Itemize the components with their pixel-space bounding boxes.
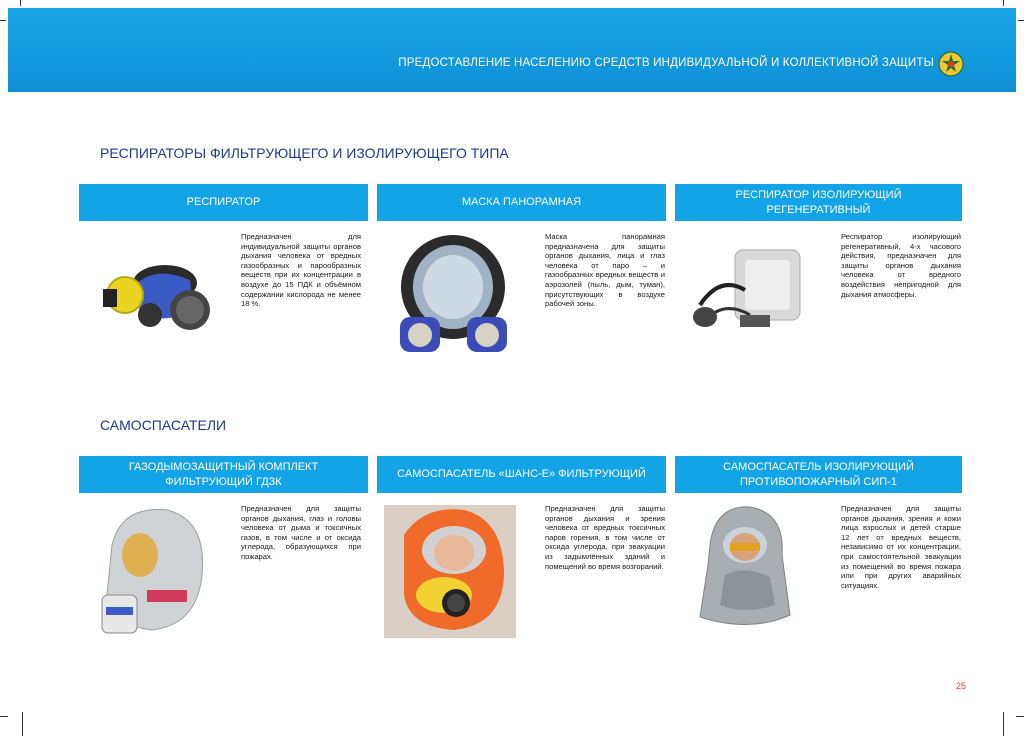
card-title-line1: РЕСПИРАТОР ИЗОЛИРУЮЩИЙ <box>735 188 902 201</box>
isolating-respirator-image <box>690 245 815 340</box>
card-title-line1: САМОСПАСАТЕЛЬ ИЗОЛИРУЮЩИЙ <box>723 460 914 473</box>
card-header-sip-1 <box>675 456 962 493</box>
crop-mark <box>20 0 21 6</box>
section-title-respirators: РЕСПИРАТОРЫ ФИЛЬТРУЮЩЕГО И ИЗОЛИРУЮЩЕГО ТИПА <box>100 145 509 161</box>
page-number: 25 <box>956 681 967 691</box>
panoramic-mask-image <box>385 232 520 360</box>
card-description: Маска панорамная предназначена для защиты органов дыхания, лица и глаз человека от паро – и газообразных вредных веществ и аэрозолей (пыль, дым, туман), присутствующих в воздухе рабочей зоны. <box>545 232 665 309</box>
card-description: Предназначен для защиты органов дыхания, зрения и кожи лица взрослых и детей старше 12 лет от вредных веществ, независимо от их концентрации, при самостоятельной эвакуации из помещений во время пожара или при других аварийных ситуациях. <box>841 504 961 590</box>
header-banner <box>8 8 1016 92</box>
crop-mark <box>1016 716 1024 717</box>
card-description: Предназначен для индивидуальной защиты органов дыхания человека от вредных газообразных и парообразных веществ при их концентрации в воздухе до 15 ПДК и объёмном содержании кислорода не менее 18 %. <box>241 232 361 309</box>
respirator-image <box>95 255 215 335</box>
crop-mark <box>1018 20 1024 21</box>
card-title-line1: ГАЗОДЫМОЗАЩИТНЫЙ КОМПЛЕКТ <box>128 460 319 473</box>
sip-1-hood-image <box>690 505 800 635</box>
banner-title: ПРЕДОСТАВЛЕНИЕ НАСЕЛЕНИЮ СРЕДСТВ ИНДИВИДУАЛЬНОЙ И КОЛЛЕКТИВНОЙ ЗАЩИТЫ <box>398 57 934 69</box>
crop-mark <box>1003 0 1004 6</box>
section-title-self-rescuers: САМОСПАСАТЕЛИ <box>100 417 227 433</box>
card-title-line2: ФИЛЬТРУЮЩИЙ ГДЗК <box>165 475 282 488</box>
crop-mark <box>22 712 23 736</box>
gdzk-hood-image <box>92 505 217 640</box>
card-title-line2: РЕГЕНЕРАТИВНЫЙ <box>766 203 871 216</box>
emergency-emblem-icon <box>938 51 964 77</box>
card-header-gdzk <box>79 456 368 493</box>
card-title: МАСКА ПАНОРАМНАЯ <box>461 196 582 208</box>
card-title-line2: ПРОТИВОПОЖАРНЫЙ СИП-1 <box>740 475 897 488</box>
shans-e-hood-image <box>384 505 516 638</box>
card-title: САМОСПАСАТЕЛЬ «ШАНС-Е» ФИЛЬТРУЮЩИЙ <box>397 468 646 480</box>
card-header-respirator <box>79 184 368 221</box>
crop-mark <box>1003 712 1004 736</box>
card-description: Предназначен для защиты органов дыхания и зрения человека от вредных токсичных паров горения, в том числе от оксида углерода, при эвакуации из задымлённых зданий и помещений во время возгораний. <box>545 504 665 571</box>
crop-mark <box>0 716 8 717</box>
card-description: Респиратор изолирующий регенеративный, 4-х часового действия, предназначен для защиты органов дыхания человека от вредного воздействия непригодной для дыхания атмосферы. <box>841 232 961 299</box>
card-header-panoramic-mask <box>377 184 666 221</box>
card-description: Предназначен для защиты органов дыхания, глаз и головы человека от дыма и токсичных газов, в том числе и от оксида углерода, образующихся при пожарах. <box>241 504 361 561</box>
card-header-isolating-respirator <box>675 184 962 221</box>
card-header-shans-e <box>377 456 666 493</box>
card-title: РЕСПИРАТОР <box>186 196 261 208</box>
crop-mark <box>0 20 6 21</box>
